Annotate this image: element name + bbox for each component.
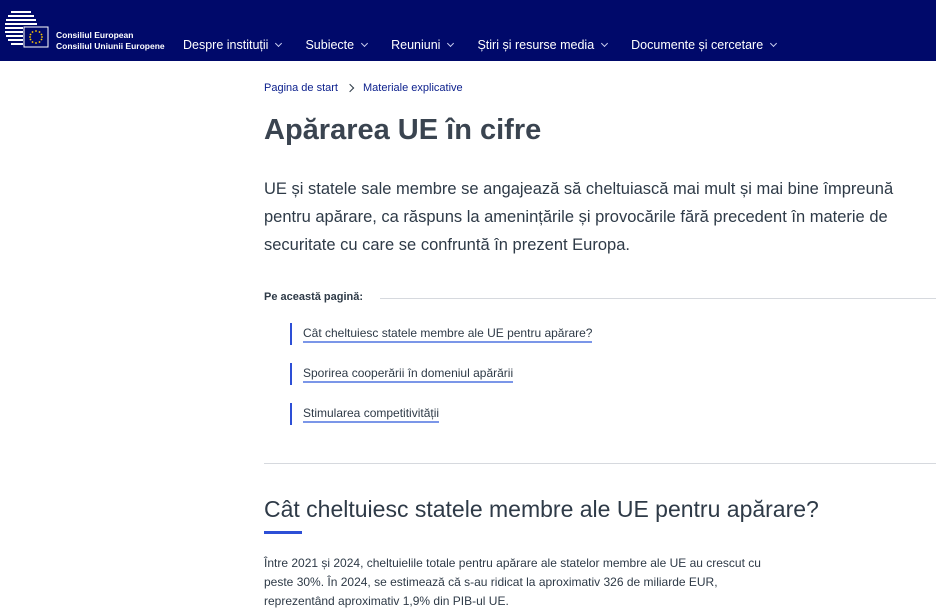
nav-item-label: Reuniuni bbox=[391, 38, 441, 52]
chevron-down-icon bbox=[447, 40, 454, 47]
nav-item-stiri[interactable] bbox=[477, 38, 607, 52]
nav-item-label: Știri și resurse media bbox=[477, 38, 595, 52]
toc-link-cooperation[interactable]: Sporirea cooperării în domeniul apărării bbox=[303, 366, 513, 383]
nav-item-documente[interactable] bbox=[631, 38, 776, 52]
chevron-right-icon bbox=[346, 84, 354, 92]
heading-accent-bar bbox=[264, 531, 302, 534]
page-title: Apărarea UE în cifre bbox=[264, 114, 542, 146]
chevron-down-icon bbox=[275, 40, 282, 47]
nav-item-label: Documente și cercetare bbox=[631, 38, 764, 52]
top-navigation-bar bbox=[0, 0, 936, 61]
council-building-icon bbox=[4, 8, 54, 54]
chevron-down-icon bbox=[361, 40, 368, 47]
toc-item bbox=[290, 363, 592, 385]
nav-item-subiecte[interactable] bbox=[305, 38, 367, 52]
toc-item bbox=[290, 403, 592, 425]
logo-line-1: Consiliul European bbox=[56, 30, 134, 40]
breadcrumb bbox=[264, 82, 463, 94]
logo-line-2: Consiliul Uniunii Europene bbox=[56, 41, 165, 51]
nav-item-reuniuni[interactable] bbox=[391, 38, 453, 52]
toc-list bbox=[290, 323, 592, 443]
section-paragraph: Între 2021 și 2024, cheltuielile totale pentru apărare ale statelor membre ale UE au crescut cu peste 30%. În 2024, se estimează că s-au ridicat la aproximativ 326 de miliarde EUR, reprezentând aproximativ 1,9% din PIB-ul UE. bbox=[264, 556, 761, 608]
nav-item-label: Subiecte bbox=[305, 38, 355, 52]
chevron-down-icon bbox=[601, 40, 608, 47]
main-nav bbox=[183, 38, 800, 52]
toc-divider bbox=[380, 298, 936, 299]
toc-item bbox=[290, 323, 592, 345]
toc-heading: Pe această pagină: bbox=[264, 291, 364, 303]
nav-item-label: Despre instituții bbox=[183, 38, 269, 52]
toc-link-spending[interactable]: Cât cheltuiesc statele membre ale UE pentru apărare? bbox=[303, 326, 592, 343]
nav-item-despre-institutii[interactable] bbox=[183, 38, 281, 52]
breadcrumb-home-link[interactable]: Pagina de start bbox=[264, 82, 338, 94]
section-divider bbox=[264, 463, 936, 464]
breadcrumb-current-link[interactable]: Materiale explicative bbox=[363, 82, 463, 94]
chevron-down-icon bbox=[770, 40, 777, 47]
section-heading: Cât cheltuiesc statele membre ale UE pentru apărare? bbox=[264, 496, 819, 522]
toc-link-competitiveness[interactable]: Stimularea competitivității bbox=[303, 406, 439, 423]
lead-paragraph: UE și statele sale membre se angajează să cheltuiască mai mult și mai bine împreună pentru apărare, ca răspuns la amenințările și provocările fără precedent în materie de securitate cu care se confruntă în prezent Europa. bbox=[264, 180, 894, 254]
logo-text bbox=[56, 30, 165, 52]
